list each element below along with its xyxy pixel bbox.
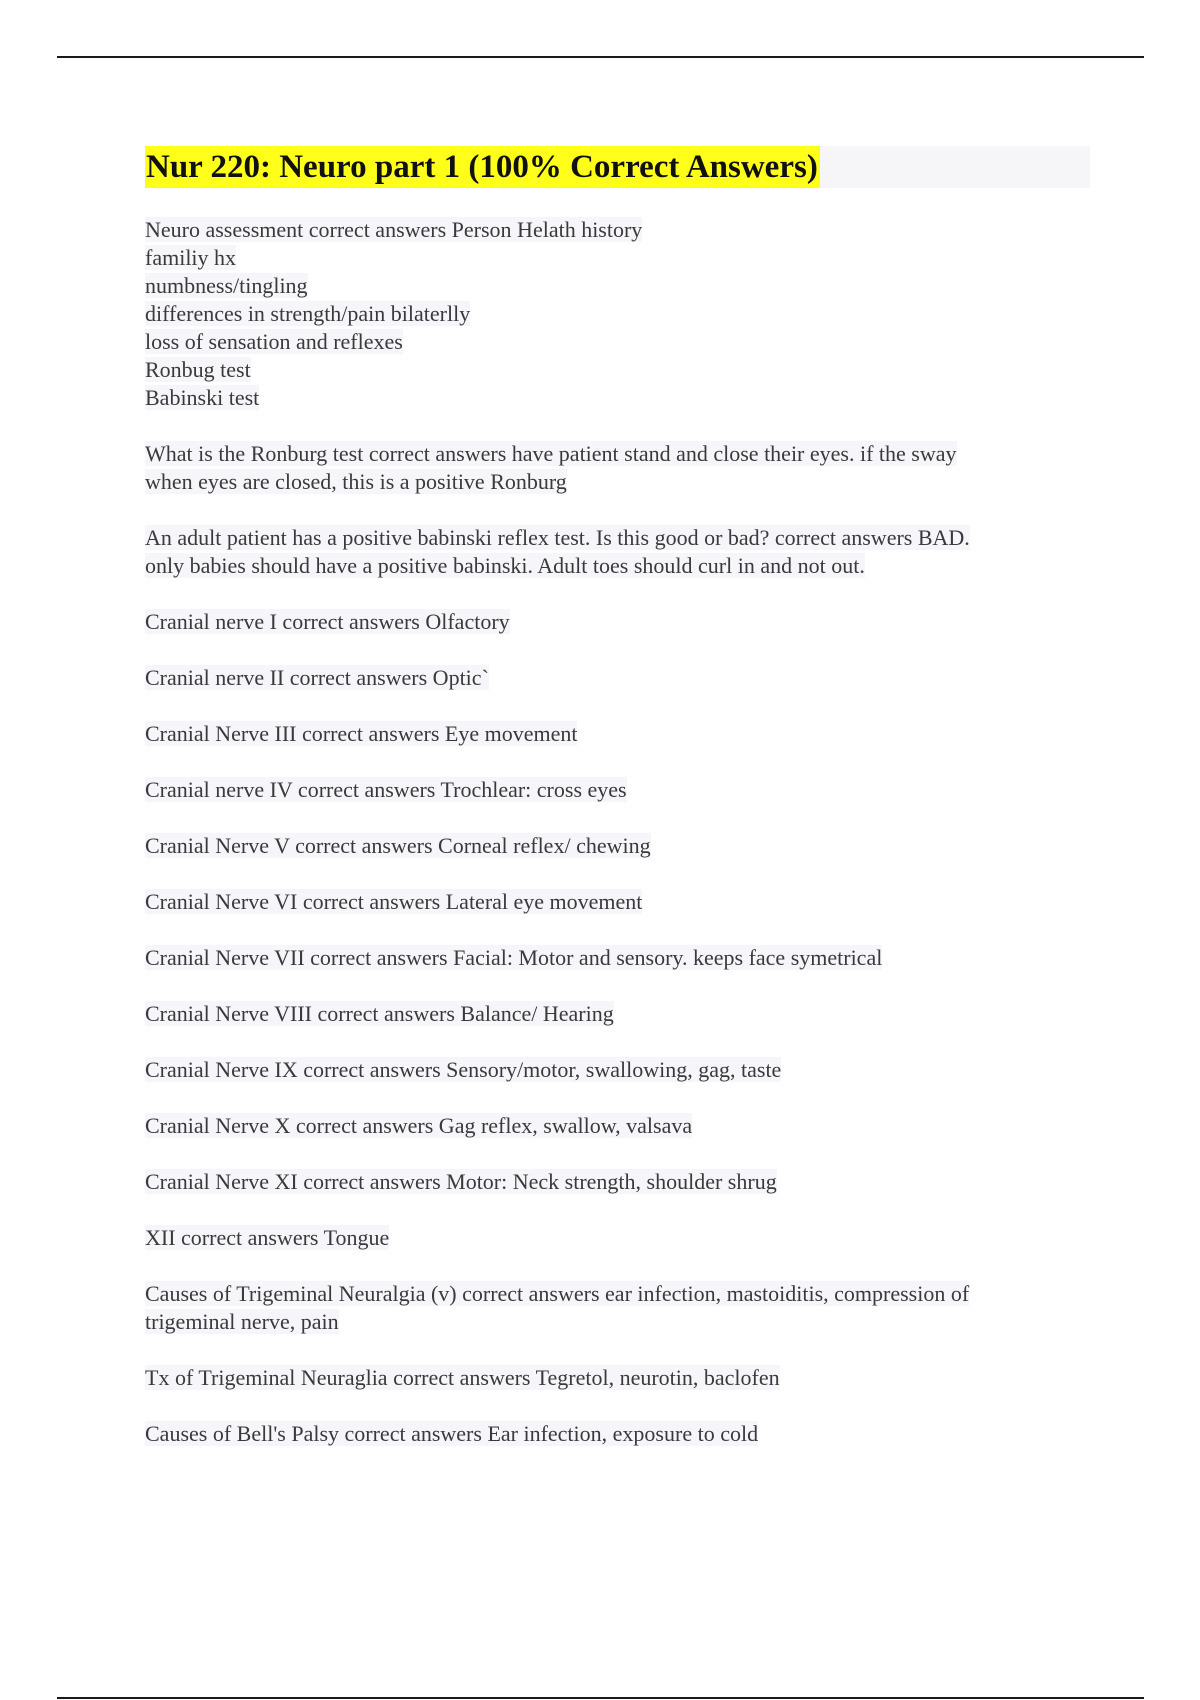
document-title: Nur 220: Neuro part 1 (100% Correct Answers) [145,146,820,188]
qa-line [145,664,1090,692]
qa-line-text: when eyes are closed, this is a positive Ronburg [145,469,567,494]
qa-line [145,1112,1090,1140]
qa-line-text: trigeminal nerve, pain [145,1309,339,1334]
qa-item [145,608,1090,636]
qa-line-text: Cranial nerve II correct answers Optic` [145,665,489,690]
qa-line-text: Ronbug test [145,357,251,382]
qa-line [145,944,1090,972]
qa-line-text: Cranial nerve I correct answers Olfactory [145,609,510,634]
qa-line [145,832,1090,860]
qa-item [145,1056,1090,1084]
qa-item [145,440,1090,496]
qa-line-text: Neuro assessment correct answers Person Helath history [145,217,643,242]
qa-line-text: only babies should have a positive babinski. Adult toes should curl in and not out. [145,553,865,578]
qa-item [145,776,1090,804]
title-band [145,146,1090,188]
qa-line [145,1280,1090,1308]
qa-item [145,1224,1090,1252]
footer-rule [57,1697,1144,1699]
qa-line [145,216,1090,244]
qa-line-text: Cranial Nerve V correct answers Corneal reflex/ chewing [145,833,651,858]
qa-item [145,1280,1090,1336]
qa-line [145,384,1090,412]
qa-line [145,440,1090,468]
qa-line-text: Causes of Bell's Palsy correct answers Ear infection, exposure to cold [145,1421,759,1446]
qa-line [145,1168,1090,1196]
qa-item [145,1112,1090,1140]
qa-item [145,832,1090,860]
qa-line [145,720,1090,748]
qa-item [145,1168,1090,1196]
qa-line-text: Cranial Nerve III correct answers Eye movement [145,721,578,746]
qa-line [145,1308,1090,1336]
qa-line [145,244,1090,272]
qa-line [145,468,1090,496]
qa-item [145,1420,1090,1448]
qa-item [145,944,1090,972]
header-rule [57,56,1144,58]
qa-line-text: Cranial Nerve IX correct answers Sensory/motor, swallowing, gag, taste [145,1057,782,1082]
qa-line [145,608,1090,636]
qa-line [145,272,1090,300]
qa-line-text: What is the Ronburg test correct answers have patient stand and close their eyes. if the sway [145,441,957,466]
qa-line [145,1420,1090,1448]
qa-item [145,720,1090,748]
qa-list [145,216,1090,1448]
qa-line-text: Babinski test [145,385,260,410]
qa-line-text: Cranial Nerve VIII correct answers Balance/ Hearing [145,1001,614,1026]
qa-line [145,552,1090,580]
qa-line-text: Cranial Nerve XI correct answers Motor: Neck strength, shoulder shrug [145,1169,777,1194]
qa-item [145,888,1090,916]
qa-line [145,1000,1090,1028]
qa-item [145,216,1090,412]
qa-line-text: loss of sensation and reflexes [145,329,403,354]
qa-line-text: differences in strength/pain bilaterlly [145,301,471,326]
qa-line-text: familiy hx [145,245,237,270]
qa-line [145,1224,1090,1252]
qa-line [145,524,1090,552]
qa-item [145,664,1090,692]
qa-line-text: Cranial Nerve VII correct answers Facial: Motor and sensory. keeps face symetrical [145,945,883,970]
qa-line [145,300,1090,328]
qa-line [145,356,1090,384]
qa-line [145,1056,1090,1084]
qa-item [145,1364,1090,1392]
qa-line-text: Cranial nerve IV correct answers Trochlear: cross eyes [145,777,627,802]
qa-line [145,888,1090,916]
qa-line-text: Tx of Trigeminal Neuraglia correct answers Tegretol, neurotin, baclofen [145,1365,780,1390]
qa-line-text: numbness/tingling [145,273,308,298]
qa-line [145,1364,1090,1392]
qa-item [145,1000,1090,1028]
qa-line-text: XII correct answers Tongue [145,1225,390,1250]
qa-line-text: Cranial Nerve X correct answers Gag reflex, swallow, valsava [145,1113,693,1138]
qa-line-text: Cranial Nerve VI correct answers Lateral eye movement [145,889,643,914]
document-body [145,146,1090,1476]
qa-line [145,328,1090,356]
qa-line [145,776,1090,804]
qa-line-text: An adult patient has a positive babinski reflex test. Is this good or bad? correct answers BAD. [145,525,970,550]
qa-item [145,524,1090,580]
qa-line-text: Causes of Trigeminal Neuralgia (v) correct answers ear infection, mastoiditis, compression of [145,1281,970,1306]
